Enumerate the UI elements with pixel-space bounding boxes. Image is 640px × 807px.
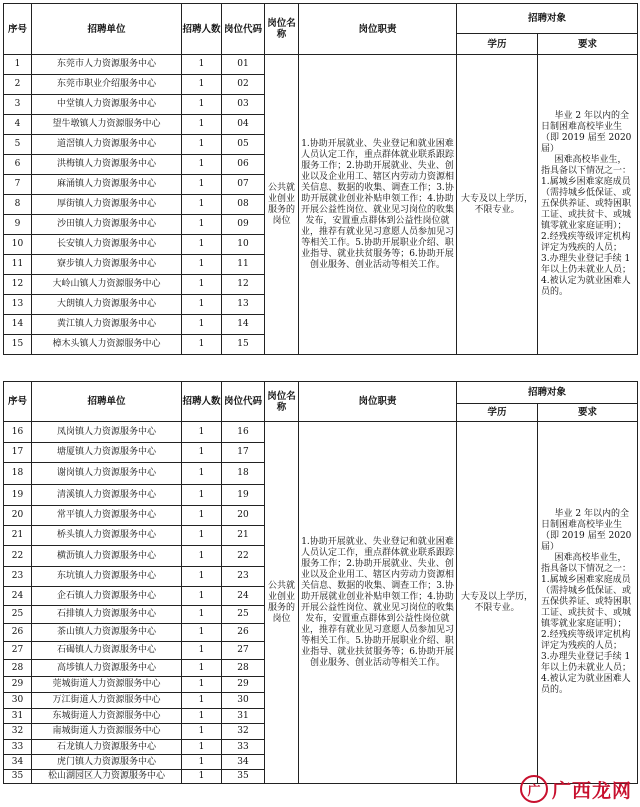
row-seq: 18 <box>4 463 32 485</box>
duties-cell: 1.协助开展就业、失业登记和就业困难人员认定工作，重点群体就业联系跟踪服务工作；2.协助开展就业、失业、创业以及企业用工、辖区内劳动力资源相关信息、数据的收集、调查工作；3.协助开展就业创业补贴申领工作；4.协助开展公益性岗位、就业见习岗位的收集发布，安置重点群体到公益性岗位就业，推荐有就业见习意愿人员参加见习等相关工作。5.协助开展职业介绍、职业指导、就业扶贫服务等；6.协助开展创业服务、创业活动等相关工作。 <box>299 55 457 355</box>
row-code: 12 <box>222 275 265 295</box>
row-unit: 大岭山镇人力资源服务中心 <box>32 275 182 295</box>
row-unit: 樟木头镇人力资源服务中心 <box>32 335 182 355</box>
row-count: 1 <box>182 155 222 175</box>
row-seq: 13 <box>4 295 32 315</box>
table-2-body <box>4 382 638 784</box>
header-post: 岗位名称 <box>265 382 299 422</box>
row-unit: 道滘镇人力资源服务中心 <box>32 135 182 155</box>
row-code: 04 <box>222 115 265 135</box>
duties-cell: 1.协助开展就业、失业登记和就业困难人员认定工作，重点群体就业联系跟踪服务工作；2.协助开展就业、失业、创业以及企业用工、辖区内劳动力资源相关信息、数据的收集、调查工作；3.协助开展就业创业补贴申领工作；4.协助开展公益性岗位、就业见习岗位的收集发布，安置重点群体到公益性岗位就业，推荐有就业见习意愿人员参加见习等相关工作。5.协助开展职业介绍、职业指导、就业扶贫服务等；6.协助开展创业服务、创业活动等相关工作。 <box>299 422 457 784</box>
row-code: 35 <box>222 770 265 784</box>
row-seq: 25 <box>4 606 32 624</box>
header-req: 要求 <box>538 404 638 422</box>
row-count: 1 <box>182 709 222 724</box>
education-cell: 大专及以上学历，不限专业。 <box>457 55 538 355</box>
row-count: 1 <box>182 443 222 463</box>
row-count: 1 <box>182 740 222 755</box>
row-code: 25 <box>222 606 265 624</box>
header-row <box>4 382 638 404</box>
row-count: 1 <box>182 546 222 567</box>
row-count: 1 <box>182 275 222 295</box>
header-edu: 学历 <box>457 404 538 422</box>
row-unit: 塘厦镇人力资源服务中心 <box>32 443 182 463</box>
row-code: 31 <box>222 709 265 724</box>
row-code: 32 <box>222 724 265 740</box>
row-unit: 企石镇人力资源服务中心 <box>32 587 182 606</box>
row-count: 1 <box>182 422 222 443</box>
requirement-item: 困难高校毕业生，指具备以下情况之一： <box>541 155 632 176</box>
row-count: 1 <box>182 255 222 275</box>
requirement-item: 3.办理失业登记手续 1 年以上仍未就业人员； <box>541 254 632 275</box>
row-seq: 19 <box>4 485 32 506</box>
row-code: 11 <box>222 255 265 275</box>
row-seq: 21 <box>4 526 32 546</box>
row-count: 1 <box>182 770 222 784</box>
watermark-logo-icon: 广 <box>520 775 548 803</box>
header-code: 岗位代码 <box>222 382 265 422</box>
row-count: 1 <box>182 215 222 235</box>
header-code: 岗位代码 <box>222 4 265 55</box>
row-seq: 28 <box>4 660 32 677</box>
row-unit: 横沥镇人力资源服务中心 <box>32 546 182 567</box>
row-code: 10 <box>222 235 265 255</box>
education-cell: 大专及以上学历，不限专业。 <box>457 422 538 784</box>
row-count: 1 <box>182 75 222 95</box>
requirement-item: 3.办理失业登记手续 1 年以上仍未就业人员； <box>541 652 632 673</box>
header-duty: 岗位职责 <box>299 4 457 55</box>
row-code: 13 <box>222 295 265 315</box>
row-code: 20 <box>222 506 265 526</box>
table-1-body <box>4 4 638 355</box>
row-code: 34 <box>222 755 265 770</box>
row-code: 09 <box>222 215 265 235</box>
row-count: 1 <box>182 724 222 740</box>
row-seq: 16 <box>4 422 32 443</box>
header-unit: 招聘单位 <box>32 382 182 422</box>
row-count: 1 <box>182 526 222 546</box>
row-unit: 黄江镇人力资源服务中心 <box>32 315 182 335</box>
row-count: 1 <box>182 693 222 709</box>
requirement-item: 毕业 2 年以内的全日制困难高校毕业生（即 2019 届至 2020 届） <box>541 111 632 154</box>
row-unit: 大朗镇人力资源服务中心 <box>32 295 182 315</box>
row-unit: 石龙镇人力资源服务中心 <box>32 740 182 755</box>
row-unit: 望牛墩镇人力资源服务中心 <box>32 115 182 135</box>
row-unit: 松山湖园区人力资源服务中心 <box>32 770 182 784</box>
row-code: 18 <box>222 463 265 485</box>
requirements-cell <box>538 55 638 355</box>
row-unit: 沙田镇人力资源服务中心 <box>32 215 182 235</box>
row-unit: 虎门镇人力资源服务中心 <box>32 755 182 770</box>
requirement-item: 4.被认定为就业困难人员的。 <box>541 276 631 297</box>
header-duty: 岗位职责 <box>299 382 457 422</box>
row-seq: 30 <box>4 693 32 709</box>
header-unit: 招聘单位 <box>32 4 182 55</box>
row-count: 1 <box>182 606 222 624</box>
row-seq: 7 <box>4 175 32 195</box>
row-count: 1 <box>182 335 222 355</box>
header-count: 招聘人数 <box>182 382 222 422</box>
header-target: 招聘对象 <box>457 4 638 34</box>
row-seq: 12 <box>4 275 32 295</box>
row-unit: 麻涌镇人力资源服务中心 <box>32 175 182 195</box>
row-seq: 24 <box>4 587 32 606</box>
row-count: 1 <box>182 195 222 215</box>
header-seq: 序号 <box>4 4 32 55</box>
table-row <box>4 55 638 75</box>
row-code: 05 <box>222 135 265 155</box>
recruitment-table-part-1 <box>3 3 638 355</box>
row-seq: 31 <box>4 709 32 724</box>
row-seq: 23 <box>4 567 32 587</box>
row-code: 19 <box>222 485 265 506</box>
row-seq: 9 <box>4 215 32 235</box>
row-unit: 万江街道人力资源服务中心 <box>32 693 182 709</box>
row-code: 27 <box>222 642 265 660</box>
row-unit: 东莞市职业介绍服务中心 <box>32 75 182 95</box>
requirement-item: 1.属城乡困难家庭成员（需持城乡低保证、或五保供养证、或特困职工证、或扶贫卡、或城镇零就业家庭证明）； <box>541 575 632 629</box>
row-count: 1 <box>182 315 222 335</box>
row-seq: 27 <box>4 642 32 660</box>
row-count: 1 <box>182 587 222 606</box>
requirement-item: 4.被认定为就业困难人员的。 <box>541 674 631 695</box>
row-seq: 20 <box>4 506 32 526</box>
watermark-text: 广西龙网 <box>551 779 632 802</box>
row-code: 08 <box>222 195 265 215</box>
table-row <box>4 422 638 443</box>
row-count: 1 <box>182 485 222 506</box>
row-unit: 石排镇人力资源服务中心 <box>32 606 182 624</box>
header-seq: 序号 <box>4 382 32 422</box>
row-unit: 石碣镇人力资源服务中心 <box>32 642 182 660</box>
row-seq: 32 <box>4 724 32 740</box>
row-count: 1 <box>182 677 222 693</box>
row-unit: 茶山镇人力资源服务中心 <box>32 624 182 642</box>
row-count: 1 <box>182 95 222 115</box>
row-unit: 洪梅镇人力资源服务中心 <box>32 155 182 175</box>
requirement-item: 毕业 2 年以内的全日制困难高校毕业生（即 2019 届至 2020 届） <box>541 509 632 552</box>
requirement-item: 1.属城乡困难家庭成员（需持城乡低保证、或五保供养证、或特困职工证、或扶贫卡、或城镇零就业家庭证明）； <box>541 177 632 231</box>
row-code: 16 <box>222 422 265 443</box>
header-target: 招聘对象 <box>457 382 638 404</box>
row-seq: 2 <box>4 75 32 95</box>
row-code: 33 <box>222 740 265 755</box>
row-code: 28 <box>222 660 265 677</box>
row-count: 1 <box>182 235 222 255</box>
row-count: 1 <box>182 755 222 770</box>
row-seq: 10 <box>4 235 32 255</box>
recruitment-table-part-2 <box>3 381 638 784</box>
row-seq: 33 <box>4 740 32 755</box>
row-seq: 3 <box>4 95 32 115</box>
row-seq: 14 <box>4 315 32 335</box>
header-req: 要求 <box>538 34 638 55</box>
row-unit: 南城街道人力资源服务中心 <box>32 724 182 740</box>
row-unit: 中堂镇人力资源服务中心 <box>32 95 182 115</box>
requirements-cell <box>538 422 638 784</box>
row-unit: 凤岗镇人力资源服务中心 <box>32 422 182 443</box>
requirement-item: 2.经残疾等级评定机构评定为残疾的人员； <box>541 232 631 253</box>
row-seq: 35 <box>4 770 32 784</box>
row-code: 17 <box>222 443 265 463</box>
row-count: 1 <box>182 135 222 155</box>
row-code: 29 <box>222 677 265 693</box>
row-unit: 常平镇人力资源服务中心 <box>32 506 182 526</box>
row-code: 03 <box>222 95 265 115</box>
row-count: 1 <box>182 642 222 660</box>
row-code: 30 <box>222 693 265 709</box>
row-code: 22 <box>222 546 265 567</box>
row-code: 06 <box>222 155 265 175</box>
row-seq: 5 <box>4 135 32 155</box>
row-seq: 15 <box>4 335 32 355</box>
row-seq: 8 <box>4 195 32 215</box>
row-code: 21 <box>222 526 265 546</box>
row-count: 1 <box>182 115 222 135</box>
row-count: 1 <box>182 175 222 195</box>
row-code: 23 <box>222 567 265 587</box>
row-code: 07 <box>222 175 265 195</box>
row-seq: 22 <box>4 546 32 567</box>
requirement-item: 困难高校毕业生，指具备以下情况之一： <box>541 553 632 574</box>
row-count: 1 <box>182 624 222 642</box>
header-count: 招聘人数 <box>182 4 222 55</box>
row-seq: 29 <box>4 677 32 693</box>
row-seq: 4 <box>4 115 32 135</box>
row-seq: 34 <box>4 755 32 770</box>
row-code: 26 <box>222 624 265 642</box>
row-code: 15 <box>222 335 265 355</box>
row-unit: 清溪镇人力资源服务中心 <box>32 485 182 506</box>
row-code: 01 <box>222 55 265 75</box>
row-unit: 桥头镇人力资源服务中心 <box>32 526 182 546</box>
row-seq: 11 <box>4 255 32 275</box>
row-unit: 莞城街道人力资源服务中心 <box>32 677 182 693</box>
row-seq: 1 <box>4 55 32 75</box>
row-unit: 谢岗镇人力资源服务中心 <box>32 463 182 485</box>
site-watermark <box>520 775 632 803</box>
row-code: 02 <box>222 75 265 95</box>
header-row <box>4 4 638 34</box>
header-post: 岗位名称 <box>265 4 299 55</box>
row-seq: 6 <box>4 155 32 175</box>
row-code: 14 <box>222 315 265 335</box>
requirement-item: 2.经残疾等级评定机构评定为残疾的人员； <box>541 630 631 651</box>
row-code: 24 <box>222 587 265 606</box>
row-unit: 厚街镇人力资源服务中心 <box>32 195 182 215</box>
row-count: 1 <box>182 660 222 677</box>
row-count: 1 <box>182 463 222 485</box>
row-unit: 寮步镇人力资源服务中心 <box>32 255 182 275</box>
row-count: 1 <box>182 295 222 315</box>
post-name-cell: 公共就业创业服务的岗位 <box>265 55 299 355</box>
row-seq: 26 <box>4 624 32 642</box>
row-unit: 高埗镇人力资源服务中心 <box>32 660 182 677</box>
row-unit: 长安镇人力资源服务中心 <box>32 235 182 255</box>
row-count: 1 <box>182 506 222 526</box>
header-edu: 学历 <box>457 34 538 55</box>
row-unit: 东坑镇人力资源服务中心 <box>32 567 182 587</box>
post-name-cell: 公共就业创业服务的岗位 <box>265 422 299 784</box>
row-unit: 东莞市人力资源服务中心 <box>32 55 182 75</box>
row-count: 1 <box>182 55 222 75</box>
row-seq: 17 <box>4 443 32 463</box>
row-count: 1 <box>182 567 222 587</box>
row-unit: 东城街道人力资源服务中心 <box>32 709 182 724</box>
